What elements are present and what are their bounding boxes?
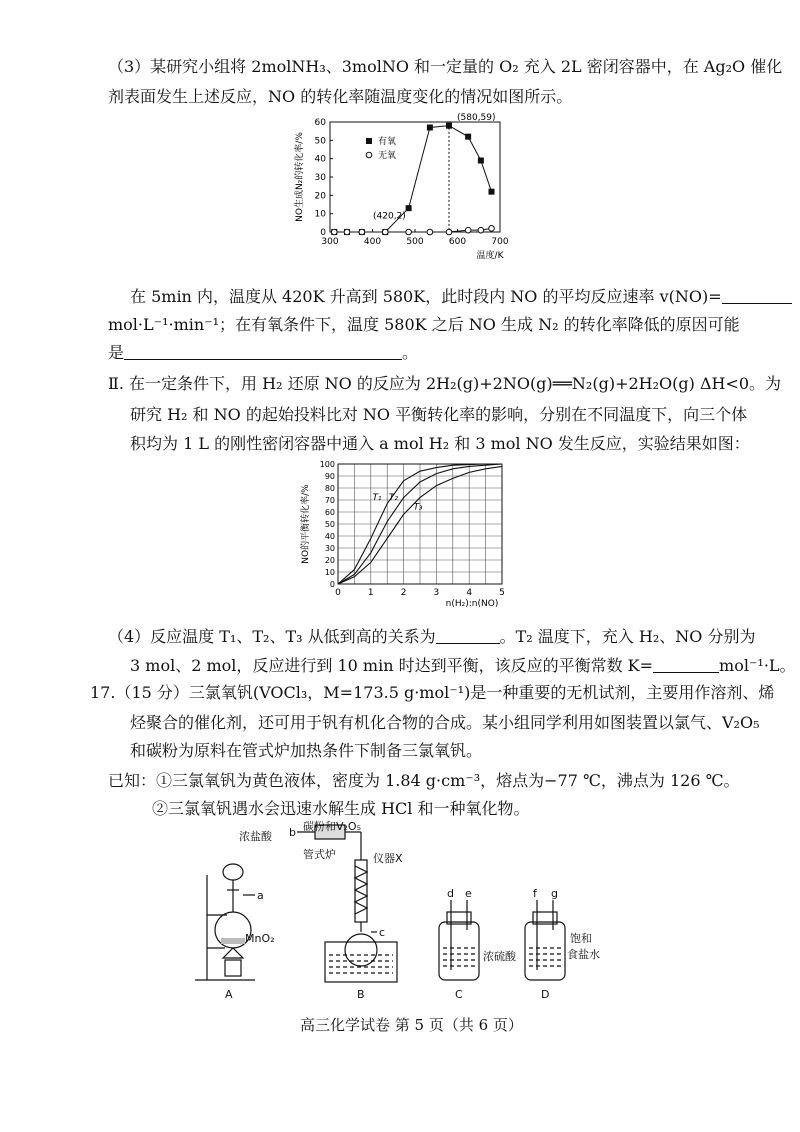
x-axis-label: 温度/K	[476, 251, 504, 261]
point-without-oxygen	[382, 229, 388, 235]
q4-line-1	[108, 626, 755, 648]
y-axis-label: NO生成N₂的转化率/%	[295, 132, 305, 222]
y-tick-label: 30	[314, 173, 326, 183]
point-with-oxygen	[478, 158, 484, 164]
y-tick-label: 40	[314, 154, 326, 165]
y-tick-label: 60	[324, 508, 335, 517]
y-tick-label: 60	[314, 118, 326, 128]
y-tick-label: 80	[324, 484, 335, 493]
annotation-420-2: (420,2)	[373, 211, 406, 222]
x-axis-label: n(H₂):n(NO)	[445, 599, 499, 609]
point-without-oxygen	[359, 229, 365, 235]
y-tick-label: 10	[314, 209, 326, 220]
y-axis-label: NO的平衡转化率/%	[301, 484, 311, 564]
label-carbon-v2o5: 碳粉和V₂O₅	[303, 820, 362, 833]
x-tick-label: 5	[499, 588, 505, 598]
q17-line-1: 17.（15 分）三氯氧钒(VOCl₃，M=173.5 g·mol⁻¹)是一种重要的无机试剂，主要用作溶剂、烯	[90, 683, 775, 702]
point-without-oxygen	[489, 226, 495, 232]
y-tick-label: 90	[324, 472, 335, 481]
q3-reason-end: 。	[402, 343, 419, 362]
label-d: D	[541, 988, 550, 1001]
y-tick-label: 50	[324, 520, 335, 529]
legend-with-oxygen: 有氧	[378, 137, 397, 147]
x-tick-label: 4	[466, 588, 473, 598]
q17-line-2: 烃聚合的催化剂，还可用于钒有机化合物的合成。某小组同学利用如图装置以氯气、V₂O₅	[130, 713, 760, 732]
bottle-d	[525, 922, 565, 980]
curve-label-t1: T₁	[372, 493, 382, 503]
x-tick-label: 600	[448, 237, 467, 247]
q4-line-2	[130, 655, 796, 677]
legend-marker-without-oxygen	[366, 152, 372, 158]
label-conc-hcl: 浓盐酸	[239, 830, 272, 843]
curve-label-t3: T₃	[413, 502, 423, 513]
annotation-580-59: (580,59)	[457, 112, 496, 123]
label-instrument-x: 仪器X	[373, 852, 403, 865]
q2-line-1: Ⅱ. 在一定条件下，用 H₂ 还原 NO 的反应为 2H₂(g)+2NO(g)══N₂(g)+2H₂O(g) ΔH<0。为	[108, 374, 782, 393]
port-g: g	[551, 887, 558, 900]
page-footer: 高三化学试卷 第 5 页（共 6 页）	[300, 1016, 523, 1034]
q17-line-3: 和碳粉为原料在管式炉加热条件下制备三氯氧钒。	[130, 741, 483, 760]
point-with-oxygen	[465, 134, 471, 140]
port-b: b	[289, 826, 296, 839]
q3-line-5	[108, 342, 418, 364]
point-without-oxygen	[427, 229, 433, 235]
x-tick-label: 0	[335, 588, 341, 598]
legend-marker-with-oxygen	[366, 138, 372, 144]
label-c: C	[455, 988, 463, 1001]
y-tick-label: 30	[324, 544, 335, 553]
dropping-funnel	[223, 864, 243, 880]
y-tick-label: 20	[324, 556, 335, 565]
label-brine: 食盐水	[567, 948, 600, 961]
label-conc-h2so4: 浓硫酸	[483, 950, 516, 963]
alcohol-lamp	[223, 948, 243, 958]
label-b: B	[357, 988, 365, 1001]
answer-blank-reason[interactable]	[124, 343, 402, 360]
answer-blank-order[interactable]	[436, 627, 500, 644]
q3-reason-prefix: 是	[108, 343, 125, 362]
q3-rate-question: 在 5min 内，温度从 420K 升高到 580K，此时段内 NO 的平均反应速率 v(NO)=	[130, 287, 722, 306]
bottle-c	[439, 922, 479, 980]
port-f: f	[533, 887, 537, 900]
port-d: d	[447, 887, 454, 900]
q3-line-2: 剂表面发生上述反应，NO 的转化率随温度变化的情况如图所示。	[108, 87, 573, 106]
y-tick-label: 100	[319, 460, 335, 469]
label-mno2: MnO₂	[245, 932, 275, 945]
point-without-oxygen	[344, 229, 350, 235]
point-without-oxygen	[478, 227, 484, 233]
port-a: a	[257, 889, 264, 902]
x-tick-label: 300	[321, 237, 339, 247]
q2-line-3: 积均为 1 L 的刚性密闭容器中通入 a mol H₂ 和 3 mol NO 发生反应，实验结果如图：	[130, 434, 750, 453]
y-tick-label: 0	[329, 580, 335, 589]
q2-line-2: 研究 H₂ 和 NO 的起始投料比对 NO 平衡转化率的影响，分别在不同温度下，向三个体	[130, 405, 748, 424]
q3-line-4: mol·L⁻¹·min⁻¹；在有氧条件下，温度 580K 之后 NO 生成 N₂ 的转化率降低的原因可能	[108, 315, 740, 334]
y-tick-label: 20	[314, 191, 326, 202]
x-tick-label: 500	[406, 237, 424, 247]
q4-k-unit: mol⁻¹·L。	[719, 656, 796, 675]
curve-label-t2: T₂	[388, 493, 398, 503]
x-tick-label: 2	[400, 588, 407, 598]
point-without-oxygen	[465, 227, 471, 233]
plot-frame	[330, 122, 500, 232]
x-tick-label: 3	[433, 588, 440, 598]
point-with-oxygen	[406, 205, 412, 211]
point-with-oxygen	[489, 189, 495, 195]
series-with-oxygen-line	[334, 126, 491, 232]
legend-without-oxygen: 无氧	[378, 151, 397, 161]
x-tick-label: 700	[491, 237, 509, 247]
q4-order-question: （4）反应温度 T₁、T₂、T₃ 从低到高的关系为	[108, 627, 436, 646]
point-with-oxygen	[427, 125, 433, 131]
point-without-oxygen	[406, 229, 412, 235]
q3-chart	[290, 112, 520, 277]
port-e: e	[465, 887, 472, 900]
x-tick-label: 400	[363, 237, 382, 247]
y-tick-label: 40	[324, 532, 335, 541]
q3-line-1: （3）某研究小组将 2molNH₃、3molNO 和一定量的 O₂ 充入 2L 密闭容器中，在 Ag₂O 催化	[108, 57, 783, 76]
y-tick-label: 70	[324, 496, 335, 505]
y-tick-label: 10	[324, 568, 335, 577]
q17-known-2: ②三氯氧钒遇水会迅速水解生成 HCl 和一种氧化物。	[152, 799, 530, 818]
label-a: A	[225, 988, 233, 1001]
x-tick-label: 1	[367, 588, 374, 598]
answer-blank-k[interactable]	[653, 656, 719, 673]
label-furnace: 管式炉	[303, 848, 336, 861]
y-tick-label: 0	[320, 228, 326, 238]
point-without-oxygen	[446, 229, 452, 235]
q4-t2-text: 。T₂ 温度下，充入 H₂、NO 分别为	[499, 627, 756, 646]
answer-blank-rate[interactable]	[722, 287, 792, 304]
q4-k-question: 3 mol、2 mol，反应进行到 10 min 时达到平衡，该反应的平衡常数 K=	[130, 656, 654, 675]
cold-bath	[325, 942, 397, 982]
q17-known-1: 已知：①三氯氧钒为黄色液体，密度为 1.84 g·cm⁻³，熔点为−77 ℃，沸点为 126 ℃。	[108, 771, 740, 790]
y-tick-label: 50	[314, 136, 326, 147]
point-without-oxygen	[331, 229, 337, 235]
port-c: c	[379, 926, 386, 939]
q2-chart	[292, 458, 522, 616]
label-saturated: 饱和	[570, 932, 592, 945]
point-with-oxygen	[446, 123, 452, 129]
apparatus-diagram	[185, 820, 605, 1005]
q3-line-3	[130, 286, 792, 308]
